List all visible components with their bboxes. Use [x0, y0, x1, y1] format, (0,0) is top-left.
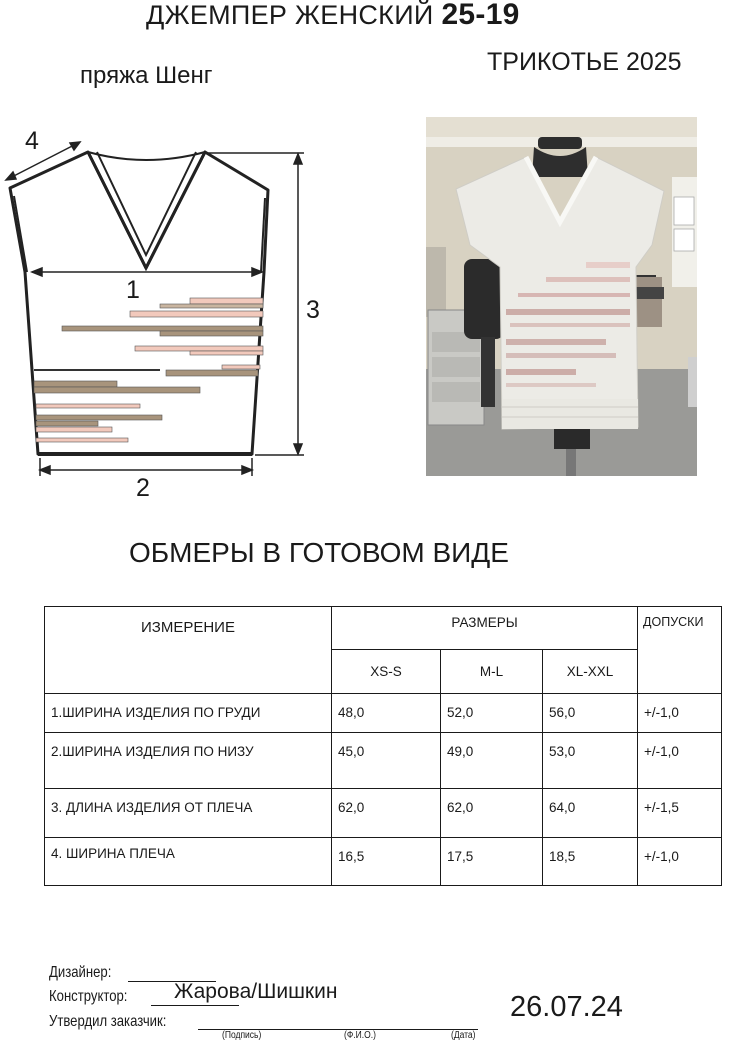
measurements-table: [44, 606, 722, 886]
garment-photo: [426, 117, 697, 476]
model-number: 25-19: [441, 0, 520, 31]
section-title: ОБМЕРЫ В ГОТОВОМ ВИДЕ: [129, 537, 509, 568]
size-xs-s: XS-S: [332, 650, 441, 694]
constructor-signature-line: [151, 1005, 239, 1006]
table-row: [45, 733, 722, 789]
row-measurement-name: 4. ШИРИНА ПЛЕЧА: [45, 838, 332, 886]
row-tolerance: +/-1,5: [638, 789, 722, 838]
size-m-l: M-L: [441, 650, 543, 694]
row-value: 53,0: [543, 733, 638, 789]
row-value: 52,0: [441, 694, 543, 733]
dimension-label-3: 3: [306, 296, 320, 324]
header-measurement: ИЗМЕРЕНИЕ: [45, 607, 332, 694]
document-title: [146, 0, 520, 32]
row-value: 48,0: [332, 694, 441, 733]
constructor-names: Жарова/Шишкин: [174, 980, 338, 1003]
row-value: 64,0: [543, 789, 638, 838]
approval-date: 26.07.24: [510, 991, 623, 1023]
designer-label: Дизайнер:: [49, 964, 112, 981]
size-xl-xxl: XL-XXL: [543, 650, 638, 694]
title-text: ДЖЕМПЕР ЖЕНСКИЙ: [146, 0, 434, 30]
table-row: [45, 838, 722, 886]
row-value: 45,0: [332, 733, 441, 789]
caption-name: (Ф.И.О.): [344, 1030, 376, 1041]
table-row: [45, 694, 722, 733]
row-tolerance: +/-1,0: [638, 838, 722, 886]
dimension-label-4: 4: [25, 127, 39, 155]
row-value: 17,5: [441, 838, 543, 886]
season-label: ТРИКОТЬЕ 2025: [487, 48, 682, 76]
caption-date: (Дата): [451, 1030, 476, 1041]
dimension-label-2: 2: [136, 474, 150, 502]
row-value: 16,5: [332, 838, 441, 886]
table-row: [45, 789, 722, 838]
row-value: 56,0: [543, 694, 638, 733]
garment-sketch: [0, 120, 340, 505]
caption-signature: (Подпись): [222, 1030, 262, 1041]
row-value: 18,5: [543, 838, 638, 886]
row-value: 49,0: [441, 733, 543, 789]
approved-label: Утвердил заказчик:: [49, 1013, 167, 1030]
header-tolerance: ДОПУСКИ: [638, 607, 722, 694]
row-measurement-name: 1.ШИРИНА ИЗДЕЛИЯ ПО ГРУДИ: [45, 694, 332, 733]
row-measurement-name: 3. ДЛИНА ИЗДЕЛИЯ ОТ ПЛЕЧА: [45, 789, 332, 838]
row-tolerance: +/-1,0: [638, 733, 722, 789]
header-sizes: РАЗМЕРЫ: [332, 607, 638, 650]
row-value: 62,0: [332, 789, 441, 838]
dimension-label-1: 1: [126, 276, 140, 304]
row-tolerance: +/-1,0: [638, 694, 722, 733]
constructor-label: Конструктор:: [49, 988, 128, 1005]
row-value: 62,0: [441, 789, 543, 838]
row-measurement-name: 2.ШИРИНА ИЗДЕЛИЯ ПО НИЗУ: [45, 733, 332, 789]
yarn-label: пряжа Шенг: [80, 62, 213, 89]
